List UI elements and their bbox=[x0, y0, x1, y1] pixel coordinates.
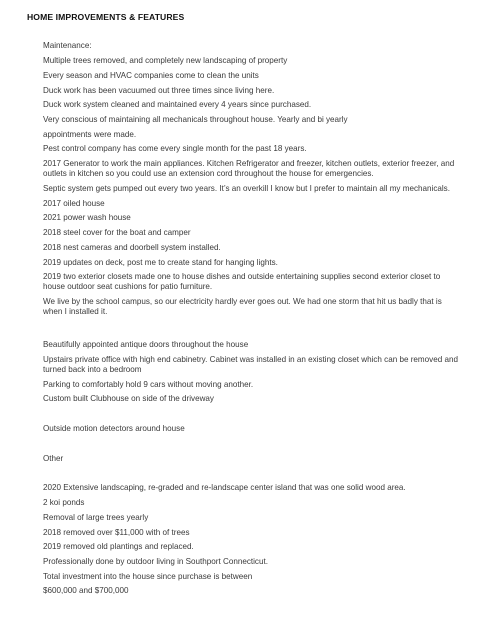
other-heading: Other bbox=[43, 453, 64, 463]
maintenance-line: Duck work system cleaned and maintained every 4 years since purchased. bbox=[43, 100, 312, 110]
maintenance-line: We live by the school campus, so our electricity hardly ever goes out. We had one storm that hit us badly that is when I installed it. bbox=[43, 297, 442, 317]
landscaping-line: Removal of large trees yearly bbox=[43, 512, 149, 522]
maintenance-line: Every season and HVAC companies come to clean the units bbox=[43, 70, 259, 80]
landscaping-line: 2020 Extensive landscaping, re-graded and re-landscape center island that was one solid wood area. bbox=[43, 483, 406, 493]
maintenance-line: 2019 two exterior closets made one to house dishes and outside entertaining supplies second exterior closet to house outdoor seat cushions for patio furniture. bbox=[43, 272, 441, 292]
maintenance-line: 2017 Generator to work the main appliances. Kitchen Refrigerator and freezer, kitchen outlets, exterior freezer, and outlets in kitchen so you could use an extension cord throughout the house for emergencies. bbox=[43, 159, 455, 179]
landscaping-line: Professionally done by outdoor living in Southport Connecticut. bbox=[43, 557, 268, 566]
maintenance-line: Duck work has been vacuumed out three times since living here. bbox=[43, 85, 275, 95]
maintenance-line: Multiple trees removed, and completely new landscaping of property bbox=[43, 56, 288, 66]
maintenance-line: Septic system gets pumped out every two years. It’s an overkill I know but I prefer to maintain all my mechanicals. bbox=[43, 184, 450, 194]
maintenance-line: 2019 updates on deck, post me to create stand for hanging lights. bbox=[43, 257, 278, 267]
section-spacer bbox=[43, 439, 463, 454]
maintenance-line: 2021 power wash house bbox=[43, 213, 131, 223]
section-spacer bbox=[43, 322, 463, 340]
maintenance-line: appointments were made. bbox=[43, 129, 137, 139]
landscaping-line: 2019 removed old plantings and replaced. bbox=[43, 542, 194, 552]
feature-line: Beautifully appointed antique doors throughout the house bbox=[43, 340, 249, 350]
feature-line: Upstairs private office with high end cabinetry. Cabinet was installed in an existing closet which can be removed and turned back into a bedroom bbox=[43, 354, 458, 374]
feature-line: Parking to comfortably hold 9 cars without moving another. bbox=[43, 379, 254, 389]
maintenance-line: Very conscious of maintaining all mechanicals throughout house. Yearly and bi yearly bbox=[43, 115, 348, 125]
outside-features-line: Outside motion detectors around house bbox=[43, 424, 185, 434]
landscaping-line: 2018 removed over $11,000 with of trees bbox=[43, 527, 190, 537]
maintenance-section bbox=[43, 41, 463, 318]
document-title: HOME IMPROVEMENTS & FEATURES bbox=[27, 12, 185, 22]
investment-line: Total investment into the house since purchase is between bbox=[43, 571, 253, 581]
landscaping-section bbox=[43, 483, 463, 596]
investment-amount: $600,000 and $700,000 bbox=[43, 586, 129, 596]
section-spacer bbox=[43, 409, 463, 424]
maintenance-line: 2018 steel cover for the boat and camper bbox=[43, 228, 191, 238]
document-body bbox=[43, 41, 463, 601]
maintenance-heading: Maintenance: bbox=[43, 41, 92, 50]
features-section bbox=[43, 340, 463, 405]
maintenance-line: 2018 nest cameras and doorbell system installed. bbox=[43, 242, 221, 252]
section-spacer bbox=[43, 468, 463, 483]
landscaping-line: 2 koi ponds bbox=[43, 498, 85, 508]
maintenance-line: Pest control company has come every single month for the past 18 years. bbox=[43, 144, 307, 154]
maintenance-line: 2017 oiled house bbox=[43, 198, 105, 208]
feature-line: Custom built Clubhouse on side of the driveway bbox=[43, 394, 214, 404]
